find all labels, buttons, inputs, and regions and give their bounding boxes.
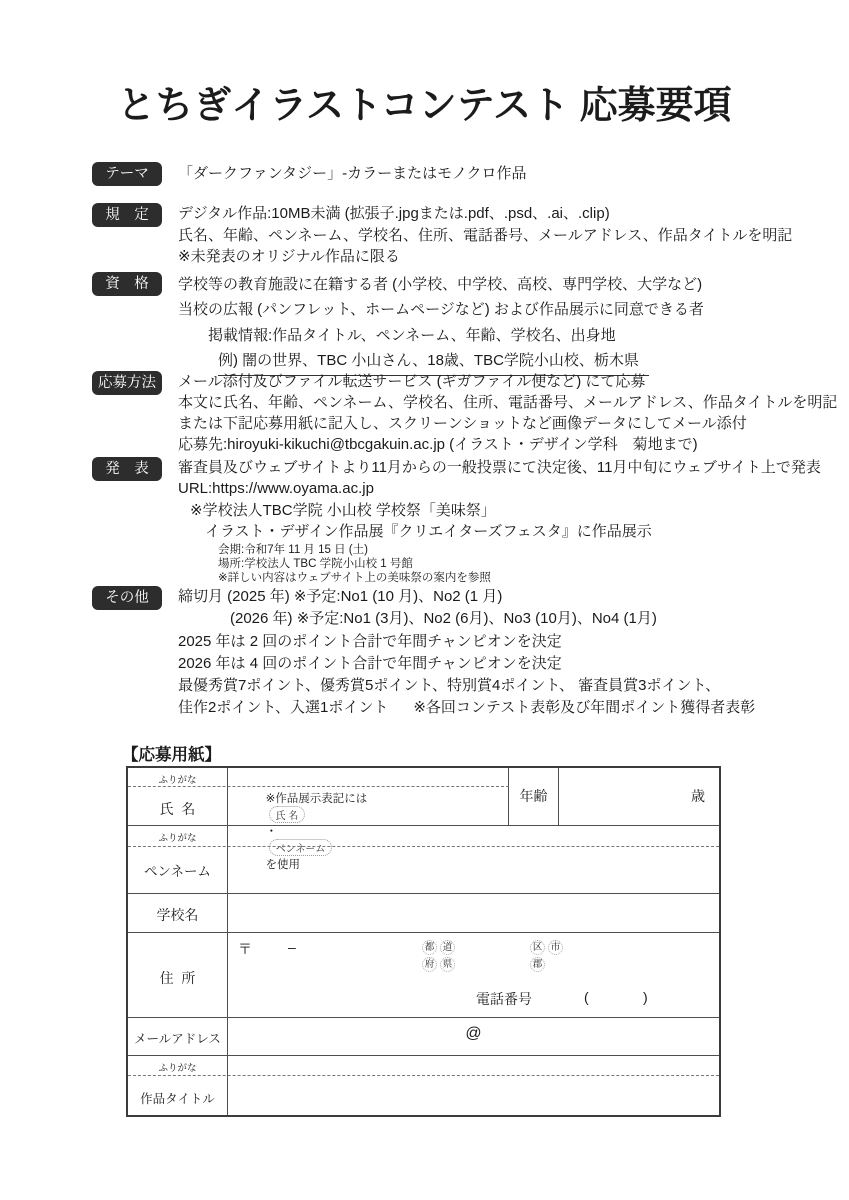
postal-code-mark: 〒	[238, 941, 252, 957]
section-how-to-apply	[92, 371, 837, 455]
penname-note-prefix: ※作品展示表記には	[265, 793, 368, 805]
other-line-5: 最優秀賞7ポイント、優秀賞5ポイント、特別賞4ポイント、 審査員賞3ポイント、	[178, 677, 721, 695]
announce-line-4: イラスト・デザイン作品展『クリエイターズフェスタ』に作品展示	[205, 523, 652, 541]
penname-note-suffix: を使用	[265, 859, 301, 871]
penname-note	[240, 778, 367, 884]
address-input-area[interactable]	[228, 933, 719, 1017]
other-line-4: 2026 年は 4 回のポイント合計で年間チャンピオンを決定	[178, 654, 562, 672]
city-char-ku: 区	[530, 940, 545, 955]
city-char-gun: 郡	[530, 957, 545, 972]
postal-code-dash: –	[288, 939, 296, 955]
address-label: 住 所	[159, 970, 196, 986]
rules-line-2: 氏名、年齢、ペンネーム、学校名、住所、電話番号、メールアドレス、作品タイトルを明記	[178, 226, 793, 244]
apply-email-line[interactable]: 応募先:hiroyuki-kikuchi@tbcgakuin.ac.jp (イラスト・デザイン学科 菊地まで)	[178, 436, 698, 453]
artwork-title-label-cell	[128, 1056, 228, 1115]
penname-label: ペンネーム	[143, 864, 212, 879]
form-heading: 【応募用紙】	[122, 746, 221, 764]
form-row-school	[128, 893, 719, 932]
artwork-title-label: 作品タイトル	[140, 1092, 215, 1106]
prefecture-circle-options	[422, 938, 458, 972]
pref-char-fu: 府	[422, 957, 437, 972]
artwork-title-furigana-label: ふりがな	[158, 1063, 197, 1074]
announce-note-line: ※詳しい内容はウェブサイト上の美味祭の案内を参照	[218, 572, 491, 585]
page-title: とちぎイラストコンテスト 応募要項	[117, 85, 732, 127]
eligibility-line-3: 掲載情報:作品タイトル、ペンネーム、年齢、学校名、出身地	[208, 326, 616, 344]
city-circle-options	[530, 938, 566, 972]
phone-paren-close: )	[643, 989, 648, 1005]
eligibility-example-underline: 例) 闇の世界、TBC 小山さん、18歳、TBC学院小山校、栃木県	[218, 348, 649, 376]
pref-char-ken: 県	[440, 957, 455, 972]
section-label-eligibility: 資 格	[92, 272, 162, 296]
email-label-cell	[128, 1018, 228, 1055]
penname-note-name-chip: 氏 名	[269, 806, 306, 823]
section-label-rules: 規 定	[92, 203, 162, 227]
penname-note-middot: ・	[265, 826, 278, 838]
age-unit-label: 歳	[691, 788, 705, 804]
rules-line-1: デジタル作品:10MB未満 (拡張子.jpgまたは.pdf、.psd、.ai、.clip)	[178, 205, 610, 222]
age-label: 年齢	[509, 768, 559, 825]
section-rules	[92, 203, 792, 268]
pref-char-dou: 道	[440, 940, 455, 955]
eligibility-line-2: 当校の広報 (パンフレット、ホームページなど) および作品展示に同意できる者	[178, 301, 704, 319]
rules-line-3: ※未発表のオリジナル作品に限る	[178, 248, 400, 265]
eligibility-line-1: 学校等の教育施設に在籍する者 (小学校、中学校、高校、専門学校、大学など)	[178, 276, 703, 293]
name-label-cell	[128, 768, 228, 825]
penname-note-penname-chip: ペンネーム	[269, 839, 333, 856]
section-label-announcement: 発 表	[92, 457, 162, 481]
theme-line-1: 「ダークファンタジー」-カラーまたはモノクロ作品	[178, 165, 527, 182]
penname-label-cell	[128, 826, 228, 893]
section-label-theme: テーマ	[92, 162, 162, 186]
section-announcement	[92, 457, 821, 586]
name-label: 氏 名	[159, 801, 196, 817]
school-label-cell	[128, 894, 228, 932]
artwork-title-input-area[interactable]	[228, 1056, 719, 1115]
announce-line-3: ※学校法人TBC学院 小山校 学校祭「美味祭」	[190, 501, 496, 519]
address-label-cell	[128, 933, 228, 1017]
apply-line-2: 本文に氏名、年齢、ペンネーム、学校名、住所、電話番号、メールアドレス、作品タイトルを明記	[178, 394, 838, 411]
penname-furigana-divider	[128, 846, 719, 847]
announce-date-line: 会期:令和7年 11 月 15 日 (土)	[218, 543, 368, 556]
school-label: 学校名	[156, 907, 199, 923]
announce-url-line[interactable]: URL:https://www.oyama.ac.jp	[178, 480, 374, 498]
email-input-area[interactable]	[228, 1018, 719, 1055]
apply-line-1: メール添付及びファイル転送サービス (ギガファイル便など) にて応募	[178, 373, 646, 390]
at-sign: @	[465, 1025, 482, 1042]
phone-paren-open: (	[584, 989, 589, 1005]
form-row-name	[128, 768, 719, 825]
email-label: メールアドレス	[134, 1032, 221, 1046]
penname-furigana-label: ふりがな	[158, 833, 197, 844]
age-input-area[interactable]	[559, 768, 719, 825]
section-theme	[92, 162, 527, 186]
other-line-3: 2025 年は 2 回のポイント合計で年間チャンピオンを決定	[178, 632, 562, 650]
other-line-2: (2026 年) ※予定:No1 (3月)、No2 (6月)、No3 (10月)、No4 (1月)	[230, 610, 657, 628]
other-line-1: 締切月 (2025 年) ※予定:No1 (10 月)、No2 (1 月)	[178, 588, 503, 605]
announce-line-1: 審査員及びウェブサイトより11月からの一般投票にて決定後、11月中旬にウェブサイト上で発表	[178, 459, 821, 476]
artwork-title-furigana-divider	[128, 1075, 719, 1076]
form-row-artwork-title	[128, 1055, 719, 1115]
section-other	[92, 586, 755, 720]
phone-number-label: 電話番号	[476, 991, 532, 1007]
other-line-6: 佳作2ポイント、入選1ポイント ※各回コンテスト表彰及び年間ポイント獲得者表彰	[178, 699, 756, 717]
school-input-area[interactable]	[228, 894, 719, 932]
application-form-table	[126, 766, 721, 1117]
announce-place-line: 場所:学校法人 TBC 学院小山校 1 号館	[218, 557, 413, 570]
form-row-address	[128, 932, 719, 1017]
name-furigana-label: ふりがな	[158, 775, 197, 786]
form-row-email	[128, 1017, 719, 1055]
section-eligibility	[92, 272, 704, 376]
city-char-shi: 市	[548, 940, 563, 955]
apply-line-3: または下記応募用紙に記入し、スクリーンショットなど画像データにしてメール添付	[178, 415, 747, 432]
section-label-how-to-apply: 応募方法	[92, 371, 162, 395]
section-label-other: その他	[92, 586, 162, 610]
pref-char-to: 都	[422, 940, 437, 955]
